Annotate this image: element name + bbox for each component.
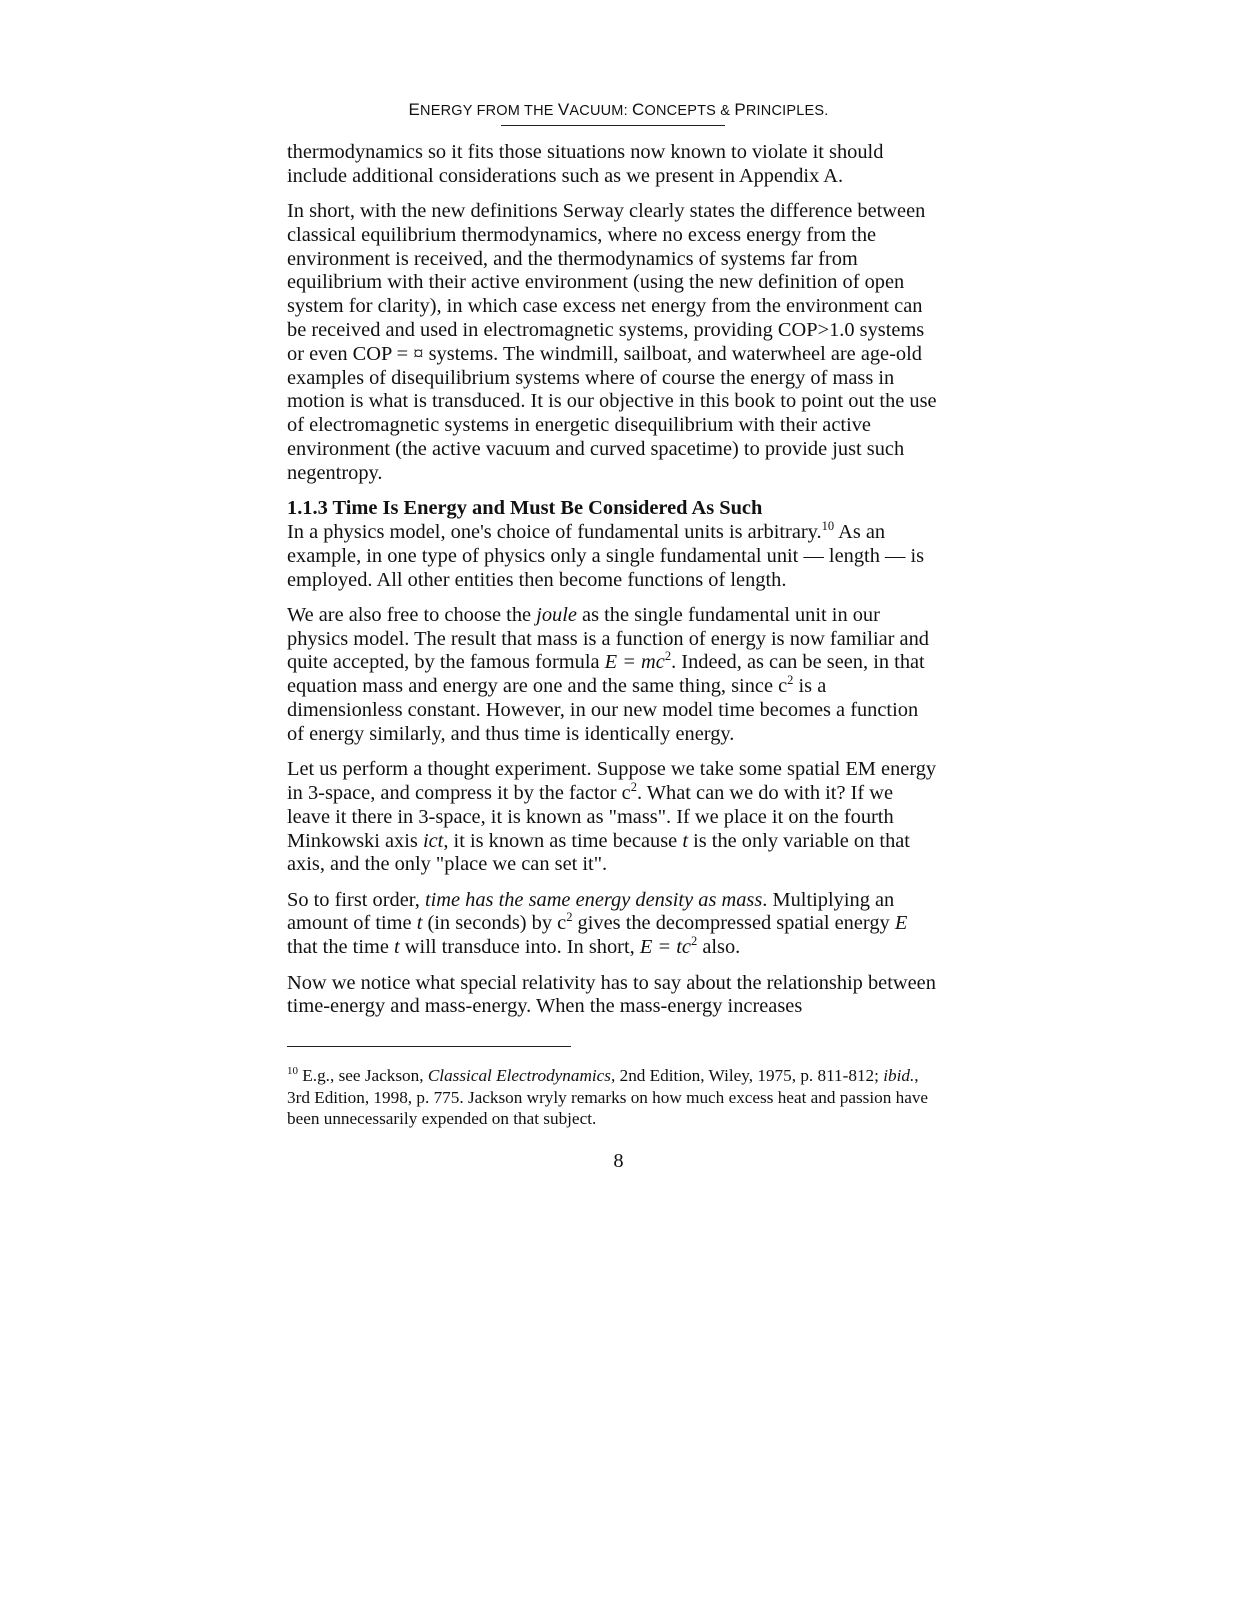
equation-e-tc2: E = tc — [639, 936, 691, 959]
equation-e-mc2: E = mc — [604, 651, 665, 674]
body-text — [287, 141, 939, 1031]
header-rule — [501, 125, 725, 126]
footnote-rule — [287, 1046, 571, 1047]
paragraph-6: So to first order, time has the same energy density as mass. Multiplying an amount of time t (in seconds) by $c^2$ gives the decompressed spatial energy E that the time t will transduce into. In short, $E = tc^2$ also. — [287, 888, 908, 959]
footnote: $^{10}$ E.g., see Jackson, Classical Electrodynamics, 2nd Edition, Wiley, 1975, p. 811-812; ibid., 3rd Edition, 1998, p. 775. Jackson wryly remarks on how much excess heat and passion have been unnecessarily expended on that subject. — [287, 1064, 929, 1129]
footnote-ref: 10 — [821, 518, 835, 533]
running-header — [0, 100, 1237, 120]
book-title: Classical Electrodynamics — [427, 1066, 611, 1085]
header-initial: C — [632, 100, 645, 119]
page-number: 8 — [613, 1150, 624, 1172]
paragraph-3: In a physics model, one's choice of fundamental units is arbitrary.$^{10}$ As an example, in one type of physics only a single fundamental unit — length — is employed. All other entities then become functions of length. — [287, 518, 925, 591]
paragraph-5: Let us perform a thought experiment. Suppose we take some spatial EM energy in 3-space, and compress it by the factor $c^2$. What can we do with it? If we leave it there in 3-space, it is known as "mass". If we place it on the fourth Minkowski axis ict, it is known as time because t is the only variable on that axis, and the only "place we can set it". — [287, 758, 937, 876]
header-text: RINCIPLES. — [745, 103, 829, 119]
section-heading: 1.1.3 Time Is Energy and Must Be Considered As Such — [287, 497, 763, 520]
term-ict: ict — [422, 829, 444, 852]
header-text: NERGY FROM THE — [420, 103, 558, 119]
footnote-number: 10 — [287, 1064, 298, 1077]
header-initial: E — [408, 100, 421, 119]
header-initial: V — [557, 100, 570, 119]
header-initial: P — [734, 100, 746, 119]
term-joule: joule — [536, 603, 577, 626]
paragraph-4: We are also free to choose the joule as the single fundamental unit in our physics model. The result that mass is a function of energy is now familiar and quite accepted, by the famous formula $E = mc^2$. Indeed, as can be seen, in that equation mass and energy are one and the same thing, since $c^2$ is a dimensionless constant. However, in our new model time becomes a function of energy similarly, and thus time is identically energy. — [287, 603, 929, 745]
header-text: ACUUM: — [569, 103, 633, 119]
paragraph-2: In short, with the new definitions Serway clearly states the difference between classical equilibrium thermodynamics, where no excess energy from the environment is received, and the thermodynamics of systems far from equilibrium with their active environment (using the new definition of open system for clarity), in which case excess net energy from the environment can be received and used in electromagnetic systems, providing COP>1.0 systems or even COP = ¤ systems. The windmill, sailboat, and waterwheel are age-old examples of disequilibrium systems where of course the energy of mass in motion is what is transduced. It is our objective in this book to point out the use of electromagnetic systems in energetic disequilibrium with their active environment (the active vacuum and curved spacetime) to provide just such negentropy. — [287, 200, 937, 484]
emphasis-phrase: time has the same energy density as mass — [424, 888, 763, 911]
paragraph-1: thermodynamics so it fits those situations now known to violate it should include additional considerations such as we present in Appendix A. — [287, 141, 884, 187]
header-text: ONCEPTS & — [644, 103, 735, 119]
paragraph-7: Now we notice what special relativity has to say about the relationship between time-energy and mass-energy. When the mass-energy increases — [287, 971, 936, 1018]
